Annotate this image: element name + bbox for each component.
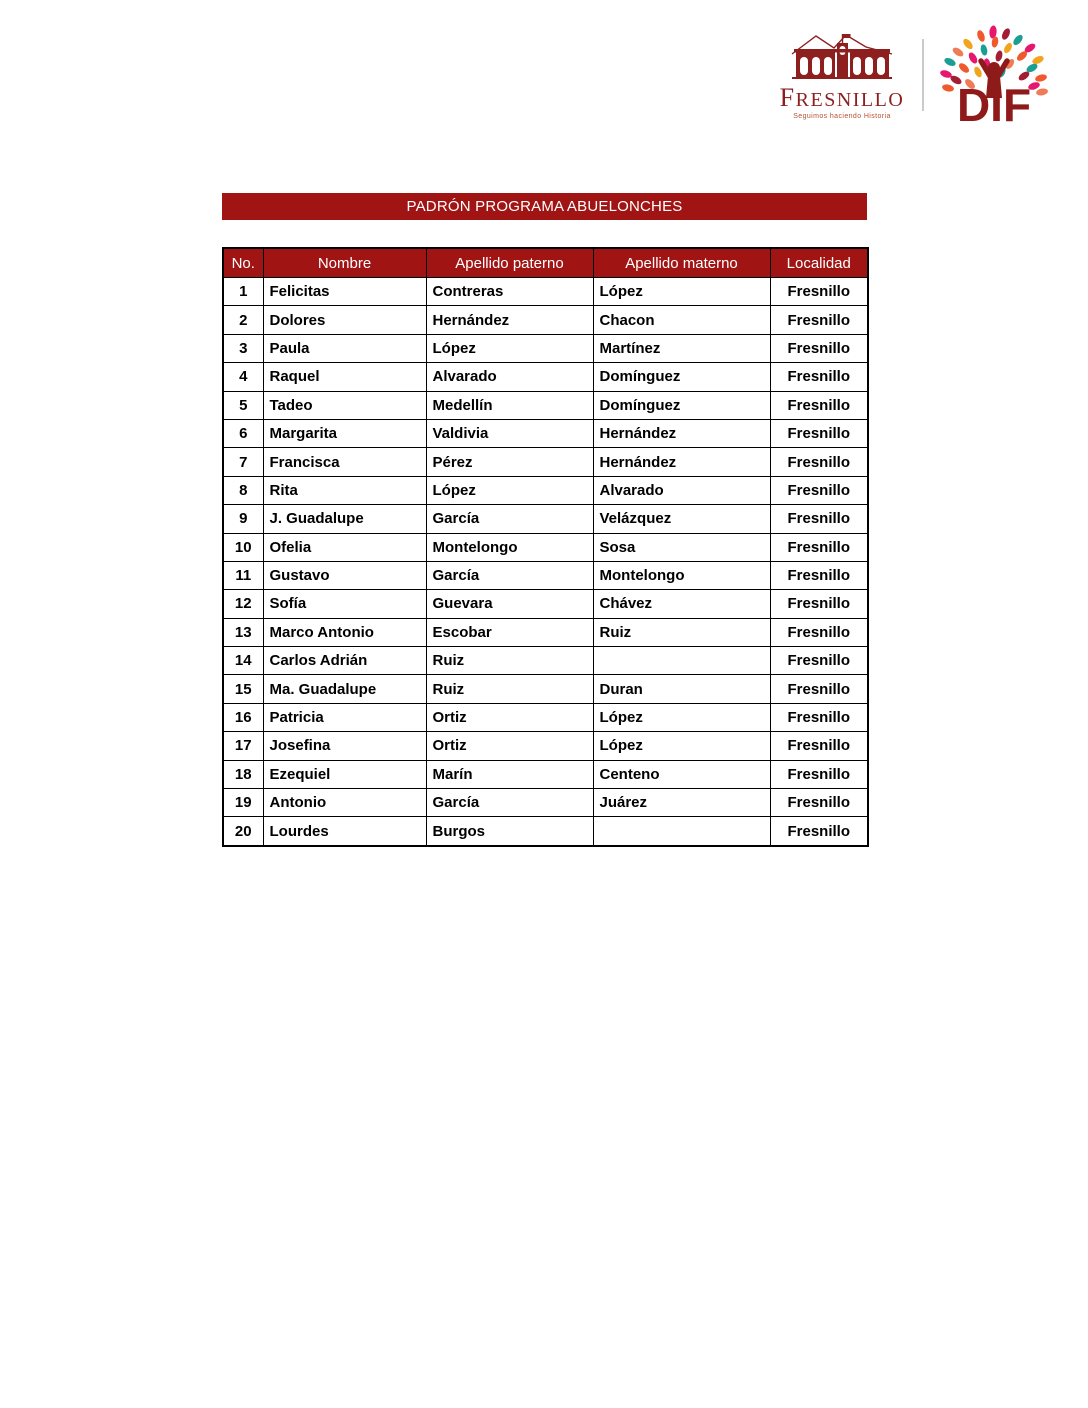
table-cell: Rita [263,476,426,504]
table-cell: Medellín [426,391,593,419]
table-cell: Sofía [263,590,426,618]
col-header-apellido-materno: Apellido materno [593,248,770,278]
table-cell: Paula [263,334,426,362]
table-cell: 7 [223,448,263,476]
table-cell: Juárez [593,789,770,817]
table-cell: Fresnillo [770,278,868,306]
table-cell: Ortiz [426,732,593,760]
table-cell: Ruiz [426,675,593,703]
table-cell: 1 [223,278,263,306]
logo-area [776,24,1050,126]
table-cell: 19 [223,789,263,817]
col-header-no: No. [223,248,263,278]
roster-table-container [222,247,869,847]
table-cell: Martínez [593,334,770,362]
table-cell: Chávez [593,590,770,618]
table-cell: Fresnillo [770,419,868,447]
table-header-row [223,248,868,278]
fresnillo-logo [776,30,908,120]
table-cell: J. Guadalupe [263,505,426,533]
table-cell: Escobar [426,618,593,646]
table-cell: Fresnillo [770,391,868,419]
dif-wordmark: DIF [956,79,1032,126]
table-cell: Alvarado [593,476,770,504]
table-cell: Josefina [263,732,426,760]
table-cell: López [593,278,770,306]
table-cell: Contreras [426,278,593,306]
table-cell: Fresnillo [770,505,868,533]
table-row [223,363,868,391]
table-cell: Domínguez [593,363,770,391]
table-cell: Antonio [263,789,426,817]
table-cell: 13 [223,618,263,646]
table-cell: 16 [223,703,263,731]
logo-divider [922,39,924,111]
table-cell: García [426,789,593,817]
fresnillo-tagline: Seguimos haciendo Historia [793,113,891,120]
table-cell: Centeno [593,760,770,788]
table-cell: 12 [223,590,263,618]
table-row [223,505,868,533]
table-row [223,618,868,646]
table-cell: Fresnillo [770,590,868,618]
table-row [223,476,868,504]
table-cell: Fresnillo [770,476,868,504]
table-cell: Montelongo [426,533,593,561]
table-cell: 8 [223,476,263,504]
table-cell: Burgos [426,817,593,846]
fresnillo-wordmark: FRESNILLO [779,83,905,112]
table-cell: Domínguez [593,391,770,419]
table-cell: Ofelia [263,533,426,561]
table-cell: Pérez [426,448,593,476]
table-cell: 2 [223,306,263,334]
table-cell: García [426,505,593,533]
table-cell: 4 [223,363,263,391]
table-row [223,760,868,788]
table-row [223,817,868,846]
table-cell: Montelongo [593,561,770,589]
page-title: PADRÓN PROGRAMA ABUELONCHES [222,193,867,220]
fresnillo-building-icon [790,30,894,80]
table-cell [593,817,770,846]
table-cell: Fresnillo [770,561,868,589]
table-cell: Margarita [263,419,426,447]
table-cell: Hernández [593,419,770,447]
table-cell: 5 [223,391,263,419]
table-cell: López [426,476,593,504]
table-cell: 6 [223,419,263,447]
table-row [223,703,868,731]
table-cell: Dolores [263,306,426,334]
table-cell: Fresnillo [770,647,868,675]
table-cell: Gustavo [263,561,426,589]
table-cell: Francisca [263,448,426,476]
table-cell: Ruiz [593,618,770,646]
table-cell: Fresnillo [770,334,868,362]
table-cell: Fresnillo [770,789,868,817]
table-cell: Felicitas [263,278,426,306]
table-cell: Velázquez [593,505,770,533]
col-header-localidad: Localidad [770,248,868,278]
table-cell: Ruiz [426,647,593,675]
table-row [223,278,868,306]
table-cell: Marín [426,760,593,788]
table-cell: Fresnillo [770,533,868,561]
table-cell: Guevara [426,590,593,618]
table-row [223,419,868,447]
table-cell: Ezequiel [263,760,426,788]
table-cell: Fresnillo [770,703,868,731]
table-row [223,533,868,561]
table-cell: Carlos Adrián [263,647,426,675]
table-cell: Alvarado [426,363,593,391]
table-row [223,789,868,817]
table-row [223,647,868,675]
table-cell: Hernández [426,306,593,334]
table-row [223,675,868,703]
table-cell: 15 [223,675,263,703]
table-cell: 14 [223,647,263,675]
col-header-nombre: Nombre [263,248,426,278]
table-cell: Chacon [593,306,770,334]
table-cell: Tadeo [263,391,426,419]
table-row [223,334,868,362]
table-row [223,448,868,476]
dif-logo [938,24,1050,126]
table-cell: García [426,561,593,589]
table-row [223,391,868,419]
table-cell: Hernández [593,448,770,476]
table-row [223,590,868,618]
table-cell: 11 [223,561,263,589]
table-row [223,561,868,589]
table-cell: 17 [223,732,263,760]
roster-table [222,247,869,847]
table-cell: 9 [223,505,263,533]
table-cell: Fresnillo [770,448,868,476]
table-cell: Fresnillo [770,306,868,334]
table-cell: Patricia [263,703,426,731]
table-cell: López [593,703,770,731]
table-cell: Ortiz [426,703,593,731]
table-row [223,306,868,334]
roster-table-body [223,278,868,846]
table-cell: 18 [223,760,263,788]
table-cell: Raquel [263,363,426,391]
col-header-apellido-paterno: Apellido paterno [426,248,593,278]
dif-logo-icon [938,24,1050,126]
table-cell [593,647,770,675]
table-cell: 20 [223,817,263,846]
table-row [223,732,868,760]
table-cell: Fresnillo [770,618,868,646]
table-cell: López [593,732,770,760]
table-cell: 10 [223,533,263,561]
table-cell: López [426,334,593,362]
table-cell: Fresnillo [770,817,868,846]
table-cell: Fresnillo [770,675,868,703]
table-cell: Fresnillo [770,732,868,760]
table-cell: Marco Antonio [263,618,426,646]
table-cell: Lourdes [263,817,426,846]
table-cell: Fresnillo [770,760,868,788]
table-cell: Duran [593,675,770,703]
table-cell: Valdivia [426,419,593,447]
table-cell: Fresnillo [770,363,868,391]
table-cell: Ma. Guadalupe [263,675,426,703]
table-cell: Sosa [593,533,770,561]
table-cell: 3 [223,334,263,362]
